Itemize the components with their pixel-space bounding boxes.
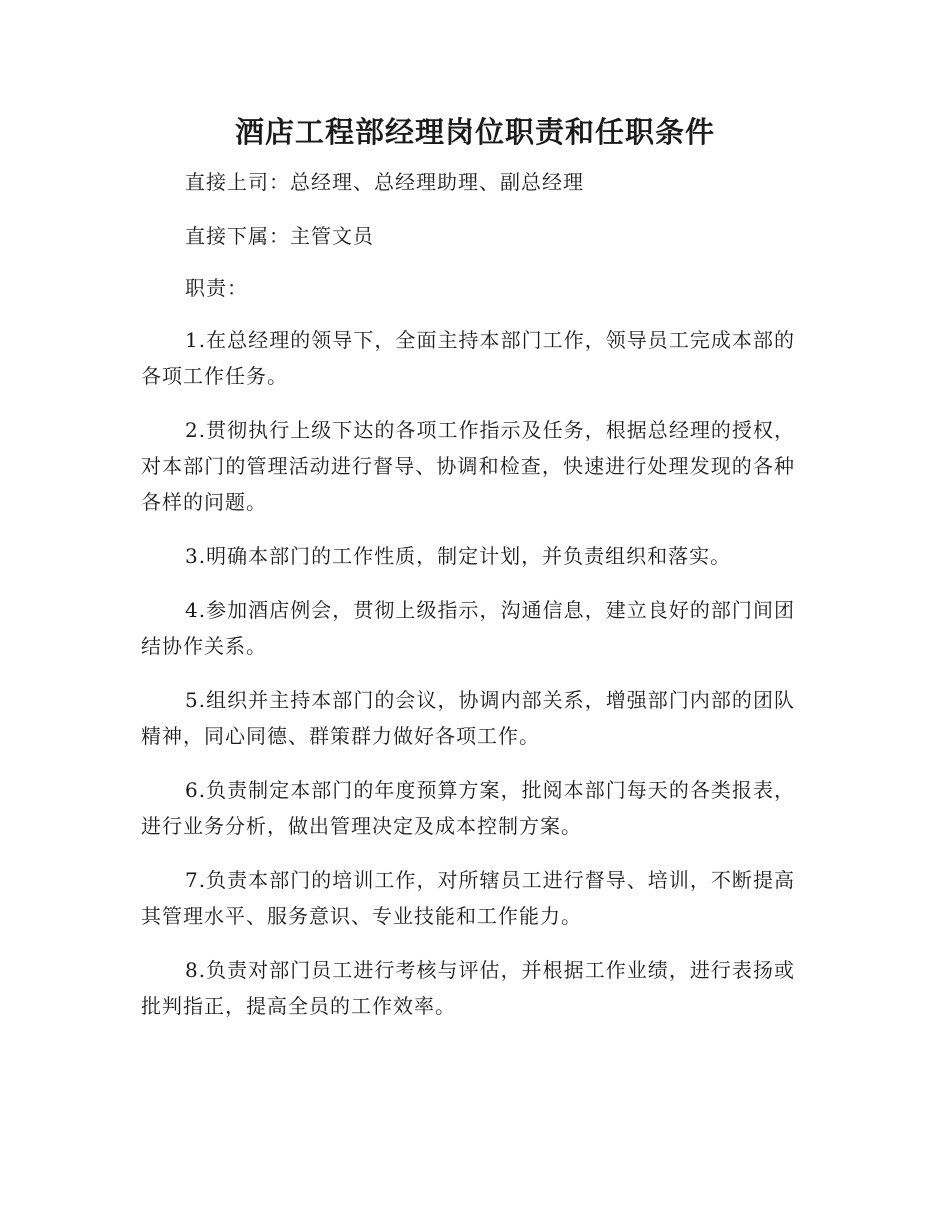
duty-item-3: 3.明确本部门的工作性质，制定计划，并负责组织和落实。: [185, 544, 732, 568]
duty-item-5: 5.组织并主持本部门的会议，协调内部关系，增强部门内部的团队精神，同心同德、群策群力做好各项工作。: [141, 688, 795, 748]
duties-heading: 职责：: [185, 276, 248, 300]
duty-item-1: 1.在总经理的领导下，全面主持本部门工作，领导员工完成本部的各项工作任务。: [141, 328, 795, 388]
duty-item-7: 7.负责本部门的培训工作，对所辖员工进行督导、培训，不断提高其管理水平、服务意识、专业技能和工作能力。: [141, 868, 795, 928]
duty-item-8: 8.负责对部门员工进行考核与评估，并根据工作业绩，进行表扬或批判指正，提高全员的工作效率。: [141, 958, 795, 1018]
duty-item-2: 2.贯彻执行上级下达的各项工作指示及任务，根据总经理的授权，对本部门的管理活动进行督导、协调和检查，快速进行处理发现的各种各样的问题。: [141, 418, 795, 514]
superior-line: 直接上司：总经理、总经理助理、副总经理: [185, 170, 584, 194]
subordinate-line: 直接下属：主管文员: [185, 224, 374, 248]
duty-item-4: 4.参加酒店例会，贯彻上级指示，沟通信息，建立良好的部门间团结协作关系。: [141, 598, 795, 658]
page-title: 酒店工程部经理岗位职责和任职条件: [234, 115, 715, 149]
duty-item-6: 6.负责制定本部门的年度预算方案，批阅本部门每天的各类报表，进行业务分析，做出管理决定及成本控制方案。: [141, 778, 795, 838]
